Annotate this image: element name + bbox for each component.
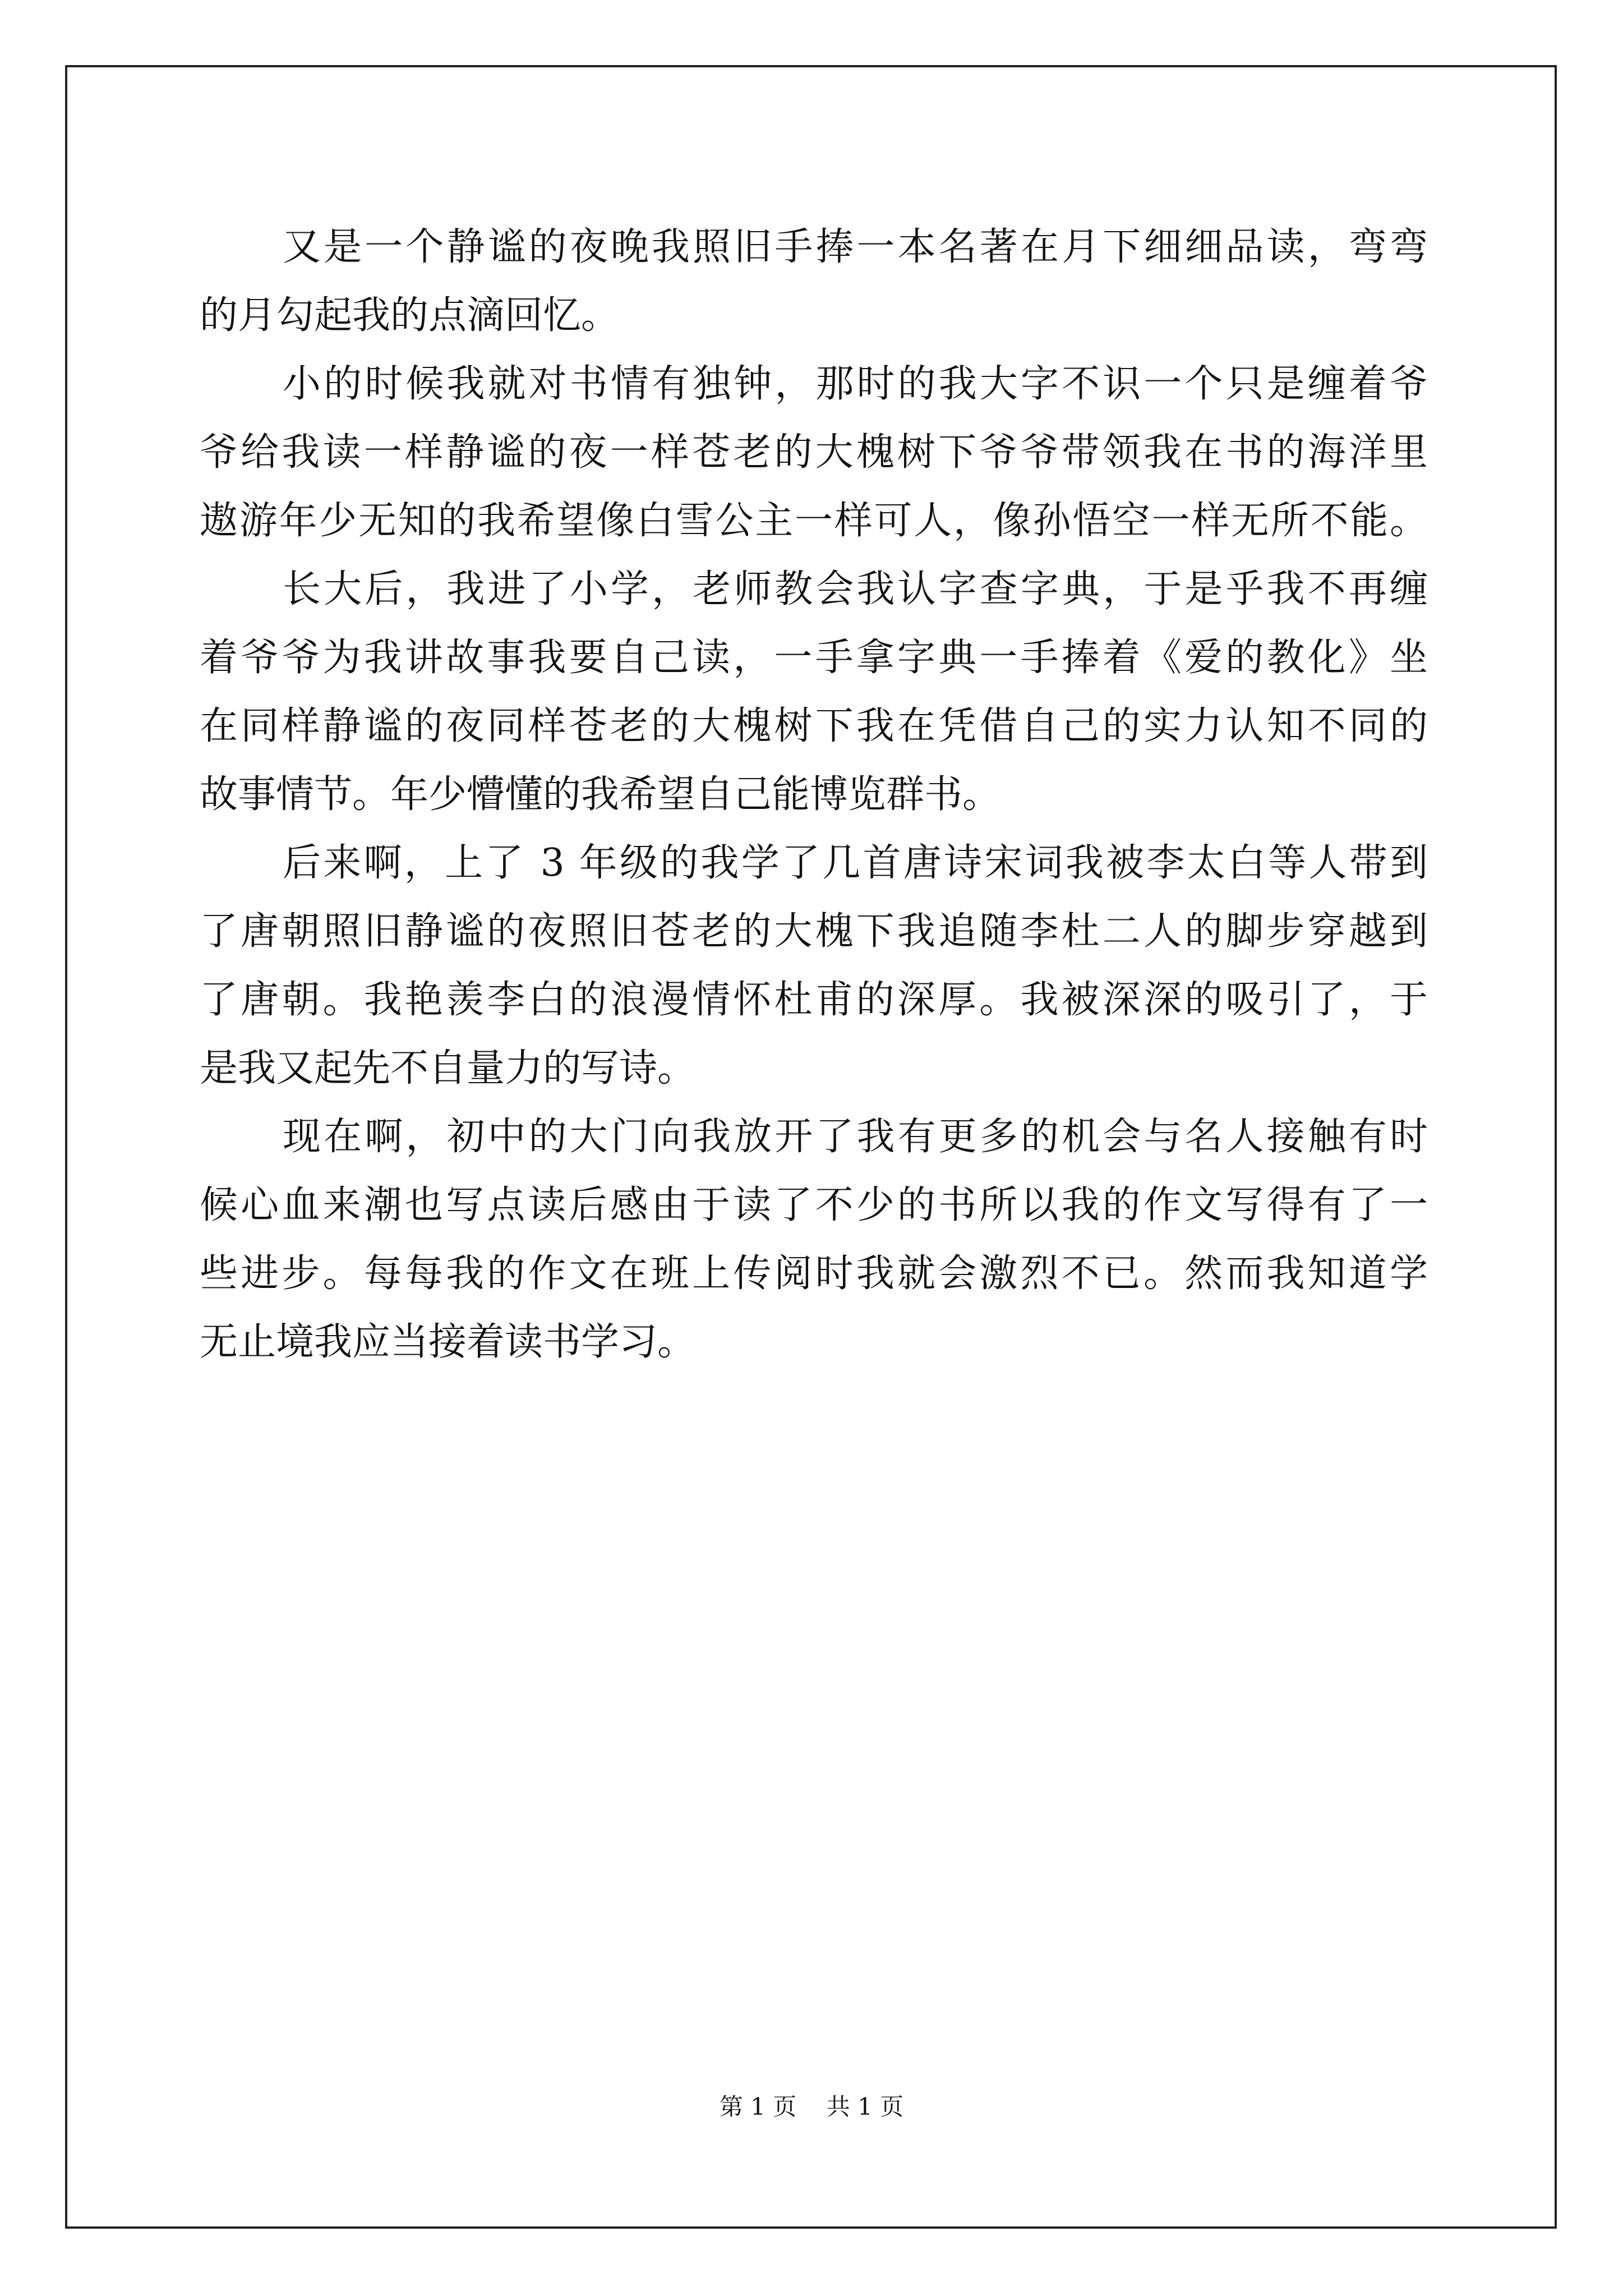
text-line: 后来啊，上了 3 年级的我学了几首唐诗宋词我被李太白等人带到 xyxy=(283,841,1428,885)
text-line: 是我又起先不自量力的写诗。 xyxy=(200,1046,696,1091)
text-line: 现在啊，初中的大门向我放开了我有更多的机会与名人接触有时 xyxy=(283,1115,1428,1159)
text-line: 些进步。每每我的作文在班上传阅时我就会激烈不已。然而我知道学 xyxy=(200,1251,1428,1296)
text-line: 在同样静谧的夜同样苍老的大槐树下我在凭借自己的实力认知不同的 xyxy=(200,704,1428,748)
text-line: 无止境我应当接着读书学习。 xyxy=(200,1320,696,1364)
text-line: 长大后，我进了小学，老师教会我认字查字典，于是乎我不再缠 xyxy=(283,567,1428,611)
text-line: 了唐朝照旧静谧的夜照旧苍老的大槐下我追随李杜二人的脚步穿越到 xyxy=(200,909,1428,954)
text-line: 候心血来潮也写点读后感由于读了不少的书所以我的作文写得有了一 xyxy=(200,1183,1428,1227)
text-line: 故事情节。年少懵懂的我希望自己能博览群书。 xyxy=(200,772,1001,817)
text-line: 了唐朝。我艳羡李白的浪漫情怀杜甫的深厚。我被深深的吸引了，于 xyxy=(200,978,1428,1022)
text-line: 又是一个静谧的夜晚我照旧手捧一本名著在月下细细品读，弯弯 xyxy=(283,225,1428,269)
text-line: 爷给我读一样静谧的夜一样苍老的大槐树下爷爷带领我在书的海洋里 xyxy=(200,430,1428,475)
document-body xyxy=(200,213,1428,1377)
text-line: 的月勾起我的点滴回忆。 xyxy=(200,293,620,338)
page-number-footer: 第 1 页 共 1 页 xyxy=(719,2093,904,2120)
text-line: 遨游年少无知的我希望像白雪公主一样可人，像孙悟空一样无所不能。 xyxy=(200,499,1428,543)
text-line: 小的时候我就对书情有独钟，那时的我大字不识一个只是缠着爷 xyxy=(283,362,1428,406)
text-line: 着爷爷为我讲故事我要自己读，一手拿字典一手捧着《爱的教化》坐 xyxy=(200,636,1428,680)
